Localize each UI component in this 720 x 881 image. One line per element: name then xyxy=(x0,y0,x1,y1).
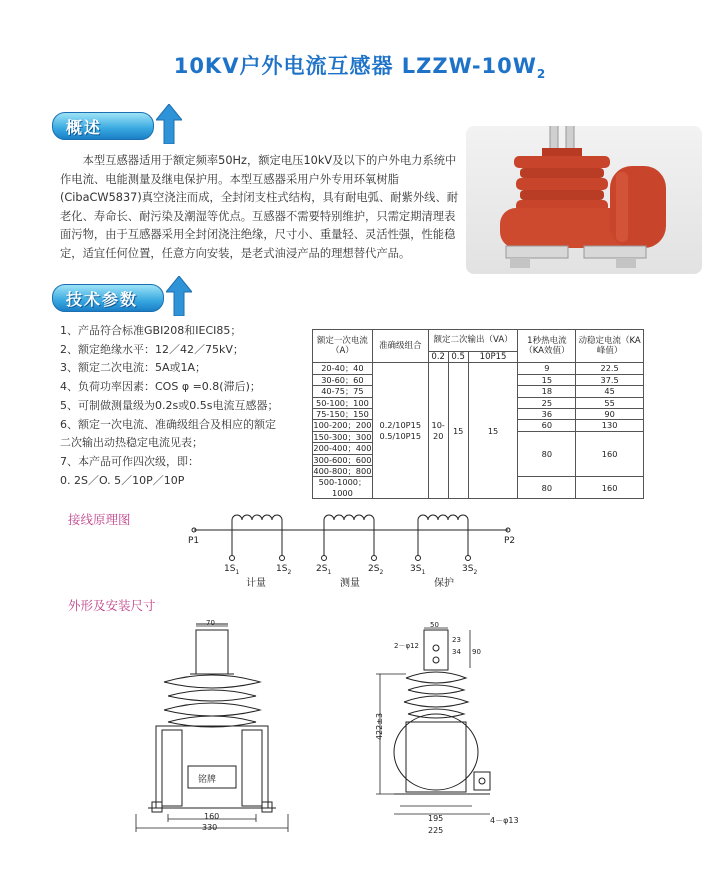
table-header-thermal: 1秒热电流（KA效值） xyxy=(518,330,576,363)
table-cell: 80 xyxy=(518,477,576,499)
table-header-output: 额定二次输出（VA） xyxy=(428,330,518,352)
table-cell: 18 xyxy=(518,386,576,397)
table-cell: 36 xyxy=(518,409,576,420)
dim-70: 70 xyxy=(206,619,215,627)
dim-195: 195 xyxy=(428,814,444,823)
terminal-p2: P2 xyxy=(504,536,516,546)
table-cell: 45 xyxy=(576,386,644,397)
spec-item: 0. 2S／O. 5／10P／10P xyxy=(60,473,185,487)
terminal-2s2: $2S_2$ xyxy=(368,564,384,576)
section-label-specs: 技术参数 xyxy=(66,290,139,309)
group-label-measuring: 测量 xyxy=(340,578,360,589)
terminal-3s2: $3S_2$ xyxy=(462,564,478,576)
terminal-2s1: $2S_1$ xyxy=(316,564,332,576)
outline-title: 外形及安装尺寸 xyxy=(68,598,156,613)
table-header-dynamic: 动稳定电流（KA峰值） xyxy=(576,330,644,363)
section-tab-specs xyxy=(52,276,182,316)
table-cell: 15 xyxy=(448,363,468,499)
table-cell: 100-200；200 xyxy=(313,420,372,431)
spec-table xyxy=(312,329,644,499)
spec-item: 7、本产品可作四次级，即： xyxy=(60,454,199,468)
dim-422: 422±3 xyxy=(375,712,385,741)
table-cell: 55 xyxy=(576,397,644,408)
table-header-10p: 10P15 xyxy=(468,352,518,363)
nameplate-label: 铭牌 xyxy=(198,775,217,785)
table-cell: 30-60；60 xyxy=(313,374,373,385)
dim-2-phi12: 2－φ12 xyxy=(394,642,419,650)
table-cell: 160 xyxy=(576,431,644,477)
dim-160: 160 xyxy=(204,812,220,821)
group-label-metering: 计量 xyxy=(246,578,266,589)
dim-225: 225 xyxy=(428,826,444,835)
table-cell: 60 xyxy=(518,420,576,431)
table-cell: 150-300；300 xyxy=(313,431,372,442)
terminal-1s2: $1S_2$ xyxy=(276,564,292,576)
dim-23: 23 xyxy=(452,636,461,644)
table-header-accuracy: 准确级组合 xyxy=(372,330,428,363)
table-cell-accuracy: 0.2/10P15 0.5/10P15 xyxy=(372,363,428,499)
table-cell: 37.5 xyxy=(576,374,644,385)
spec-item: 3、额定二次电流：5A或1A； xyxy=(60,361,207,375)
dim-34: 34 xyxy=(452,648,461,656)
spec-list xyxy=(60,322,310,490)
table-cell: 9 xyxy=(518,363,576,374)
page-title: 10KV户外电流互感器 LZZW-$10W_2$ xyxy=(173,54,547,82)
spec-item: 1、产品符合标准GBI208和IECI85； xyxy=(60,324,242,337)
front-view-drawing xyxy=(128,616,298,840)
table-cell: 300-600；600 xyxy=(313,454,372,465)
spec-item: 4、负荷功率因素：COS φ =0.8(滞后)； xyxy=(60,380,261,394)
up-arrow-icon xyxy=(166,276,192,316)
product-photo xyxy=(466,126,702,274)
table-cell: 400-800；800 xyxy=(313,466,372,477)
dim-50: 50 xyxy=(430,621,439,629)
terminal-1s1: $1S_1$ xyxy=(224,564,240,576)
dim-4-phi13: 4－φ13 xyxy=(490,816,519,825)
table-cell: 22.5 xyxy=(576,363,644,374)
section-tab-overview xyxy=(52,104,182,144)
spec-item: 2、额定绝缘水平：12／42／75kV； xyxy=(60,342,244,356)
table-cell: 40-75；75 xyxy=(313,386,373,397)
dim-90: 90 xyxy=(472,648,481,656)
table-cell: 130 xyxy=(576,420,644,431)
side-view-drawing xyxy=(366,622,516,844)
table-cell: 50-100；100 xyxy=(313,397,373,408)
table-cell: 10-20 xyxy=(428,363,448,499)
table-cell: 90 xyxy=(576,409,644,420)
table-cell: 80 xyxy=(518,431,576,477)
table-cell: 20-40；40 xyxy=(313,363,373,374)
group-label-protection: 保护 xyxy=(434,578,454,589)
table-cell: 160 xyxy=(576,477,644,499)
terminal-p1: P1 xyxy=(188,536,200,546)
table-cell: 75-150；150 xyxy=(313,409,373,420)
spec-item: 5、可制做测量级为0.2s或0.5s电流互感器； xyxy=(60,398,279,412)
terminal-3s1: $3S_1$ xyxy=(410,564,426,576)
spec-item: 6、额定一次电流、准确级组合及相应的额定 xyxy=(60,417,276,431)
table-header-02: 0.2 xyxy=(428,352,448,363)
intro-paragraph: 本型互感器适用于额定频率50Hz，额定电压10kV及以下的户外电力系统中作电流、电能测量及继电保护用。本型互感器采用户外专用环氧树脂(CibaCW5837)真空浇注而成，全封闭支柱式结构，具有耐电弧、耐紫外线、耐老化、寿命长、耐污染及潮湿等优点。互感器不需要特别维护，只需定期清理表面污物，由于互感器采用全封闭浇注绝缘，尺寸小、重量轻、灵活性强，性能稳定，适宜任何位置，任意方向安装，是老式油浸产品的理想替代产品。 xyxy=(60,154,459,260)
table-cell: 200-400；400 xyxy=(313,443,372,454)
table-header-05: 0.5 xyxy=(448,352,468,363)
wiring-title: 接线原理图 xyxy=(68,512,131,527)
table-cell: 500-1000；1000 xyxy=(313,477,373,499)
up-arrow-icon xyxy=(156,104,182,144)
dim-330: 330 xyxy=(202,823,218,832)
section-label-overview: 概述 xyxy=(66,118,103,137)
table-cell: 25 xyxy=(518,397,576,408)
table-cell: 15 xyxy=(468,363,518,499)
table-cell: 15 xyxy=(518,374,576,385)
table-header-primary: 额定一次电流（A） xyxy=(313,330,373,363)
spec-item: 二次输出动热稳定电流见表； xyxy=(60,436,203,450)
